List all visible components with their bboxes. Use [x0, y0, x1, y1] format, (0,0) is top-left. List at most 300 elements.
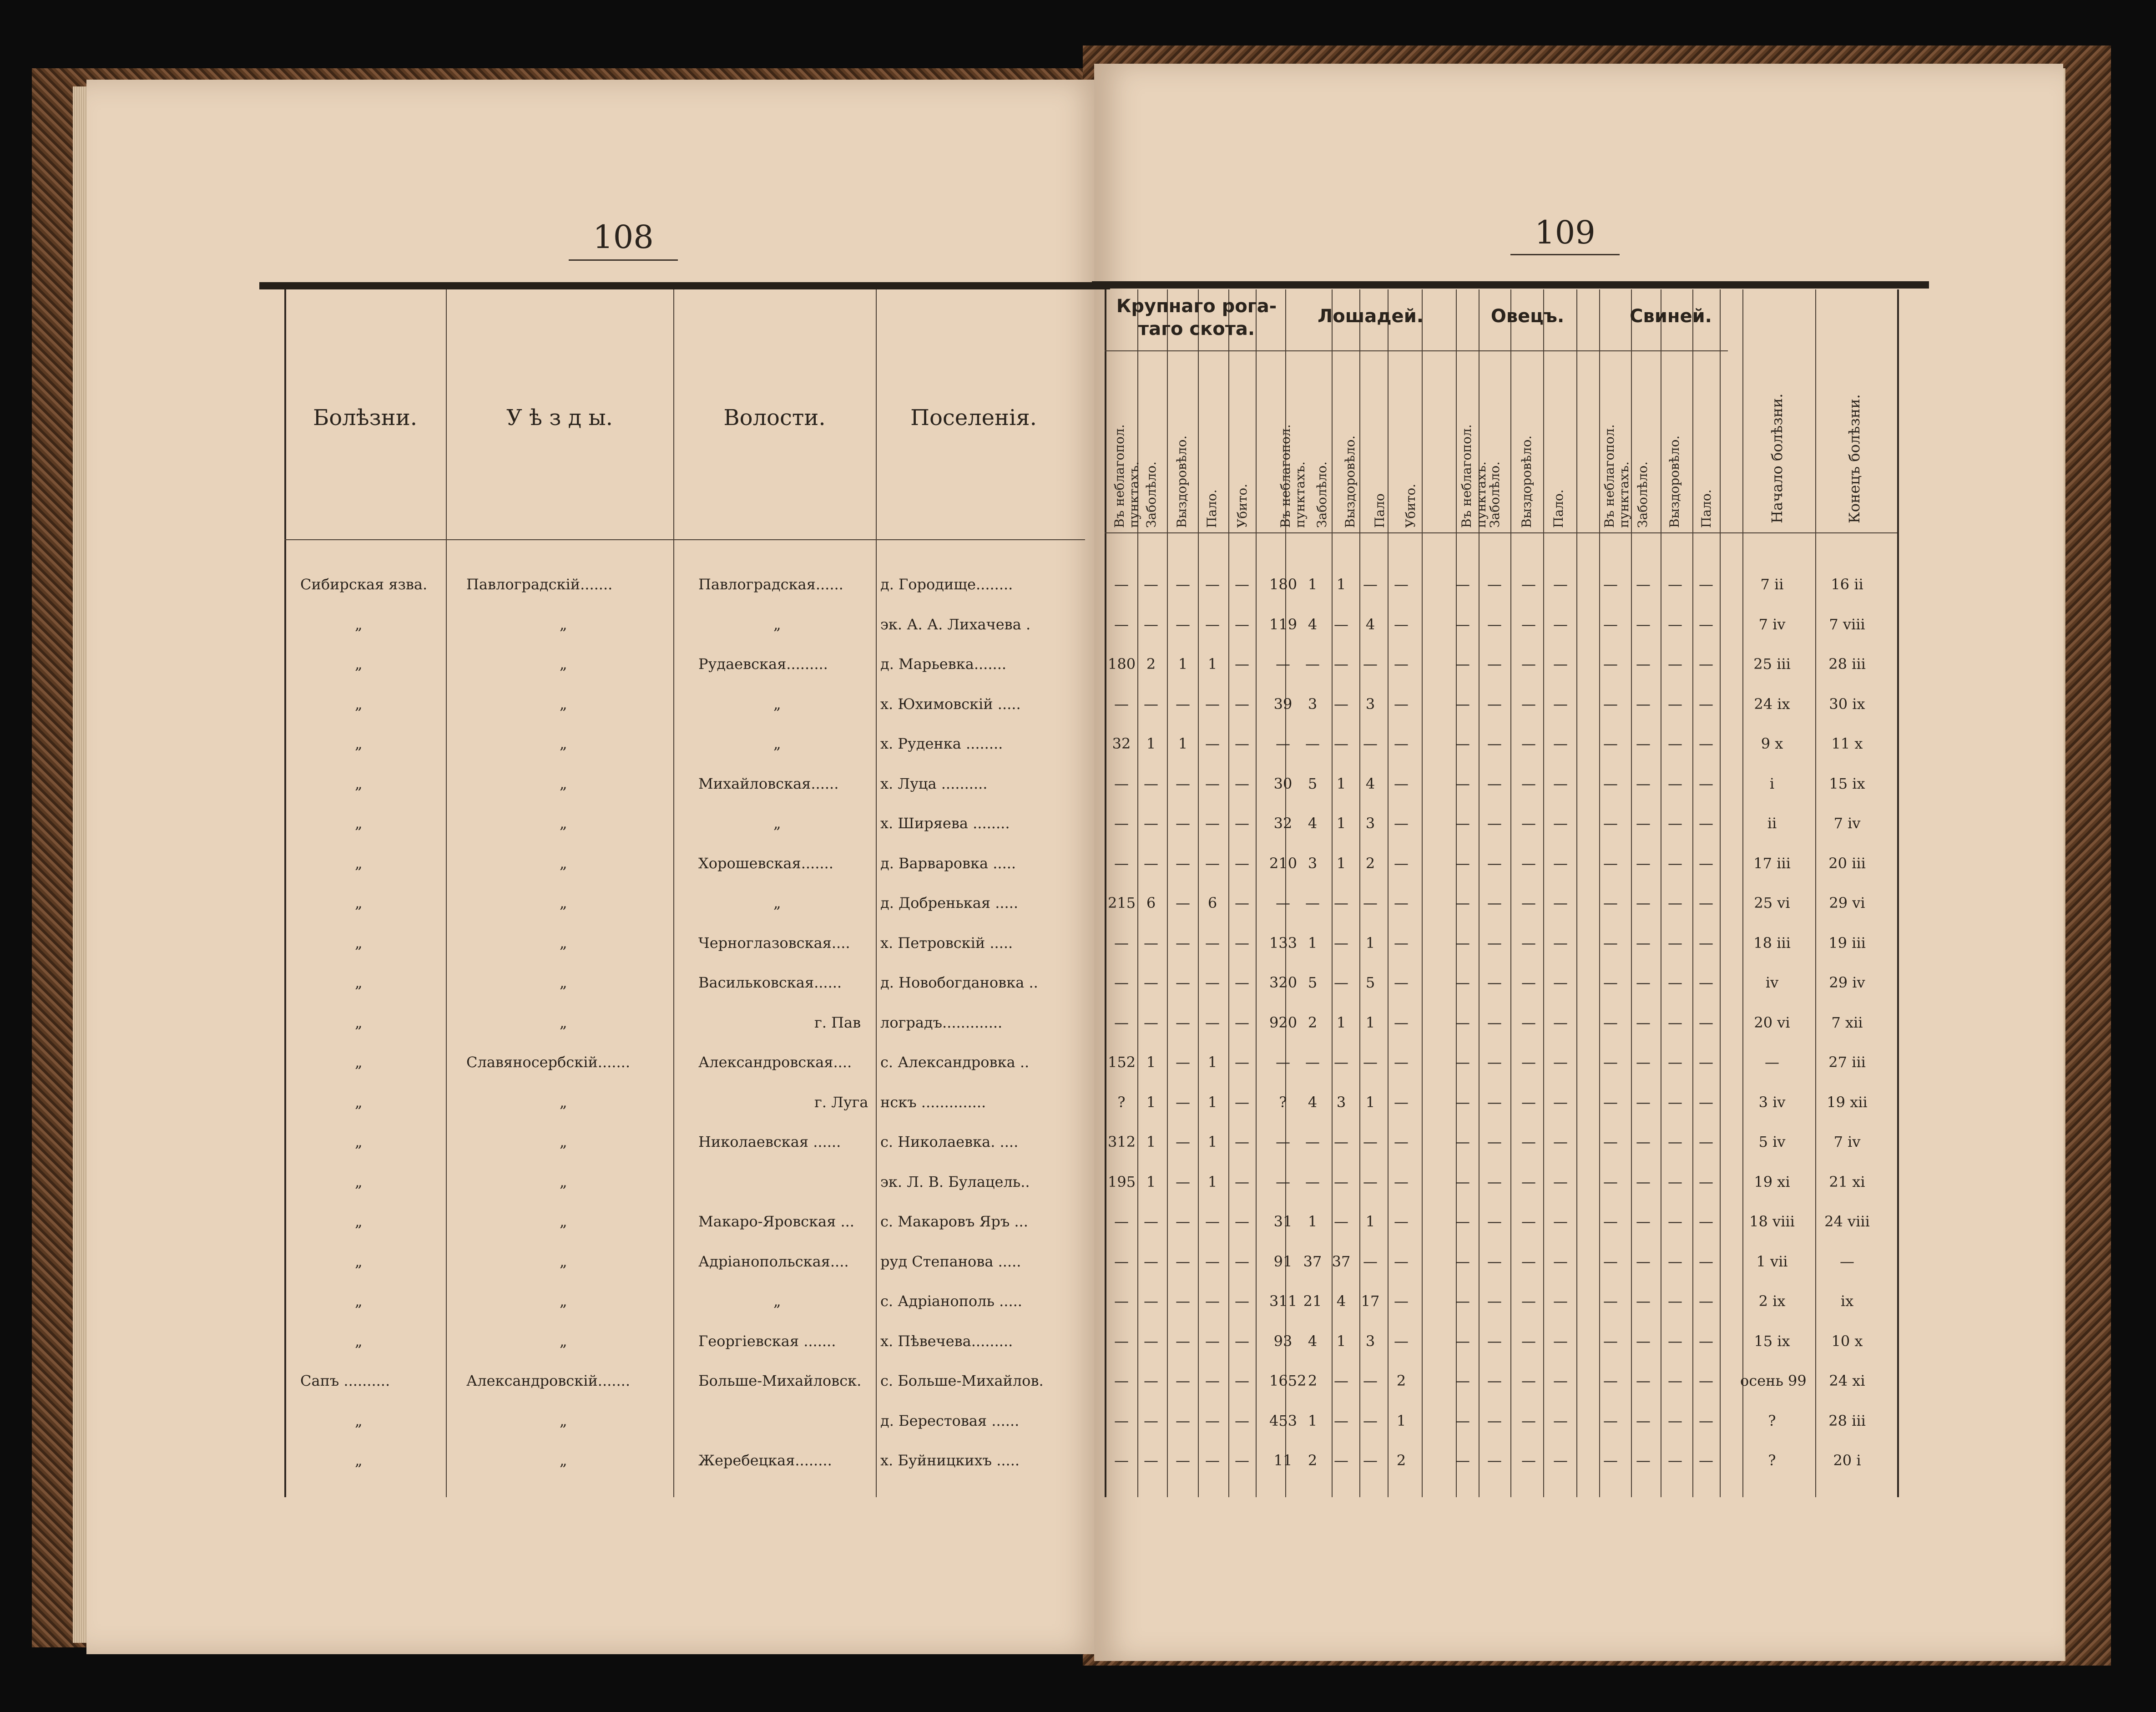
row-value-p: — — [1668, 1054, 1682, 1071]
row-value-p: — — [1699, 1213, 1713, 1230]
row-value-s: — — [1455, 775, 1470, 792]
row-value-h: 3 — [1336, 1093, 1346, 1111]
row-value-p: — — [1603, 1013, 1618, 1031]
row-value-p: — — [1668, 775, 1682, 792]
header-sub-horses: Въ неблагопол. пунктахъ. — [1278, 424, 1308, 528]
row-value-h: 3 — [1365, 815, 1375, 832]
row-value-p: — — [1699, 1292, 1713, 1310]
row-disease: „ — [355, 1292, 363, 1310]
row-value-h: 453 — [1269, 1412, 1298, 1429]
row-value-p: — — [1603, 1292, 1618, 1310]
row-value-c: — — [1144, 1332, 1158, 1350]
row-uezd: „ — [560, 1213, 567, 1230]
row-value-c: — — [1176, 775, 1190, 792]
row-value-c: 1 — [1146, 1054, 1156, 1071]
column-rule — [1897, 289, 1899, 1497]
header-start: Начало болѣзни. — [1768, 393, 1786, 523]
row-value-p: — — [1603, 655, 1618, 673]
row-value-p: — — [1668, 695, 1682, 713]
row-value-p: — — [1668, 1213, 1682, 1230]
row-value-c: — — [1235, 1173, 1249, 1190]
row-start: 3 iv — [1758, 1093, 1786, 1111]
row-value-p: — — [1603, 1332, 1618, 1350]
row-value-s: — — [1455, 815, 1470, 832]
row-settlement: х. Ширяева ........ — [880, 815, 1010, 832]
row-value-s: — — [1553, 934, 1568, 952]
row-value-c: — — [1235, 894, 1249, 912]
row-value-h: — — [1334, 1213, 1348, 1230]
row-end: — — [1840, 1252, 1854, 1270]
table-top-rule-right — [1092, 281, 1929, 289]
row-value-p: — — [1668, 974, 1682, 991]
row-value-h: 1 — [1336, 775, 1346, 792]
column-rule — [1167, 289, 1168, 1497]
row-value-h: — — [1334, 695, 1348, 713]
row-value-c: — — [1144, 576, 1158, 593]
row-value-p: — — [1636, 775, 1651, 792]
row-value-p: — — [1636, 934, 1651, 952]
row-value-c: — — [1176, 974, 1190, 991]
header-sub-horses: Заболѣло. — [1314, 461, 1329, 528]
row-settlement: с. Больше-Михайлов. — [880, 1372, 1044, 1389]
header-sub-cattle: Пало. — [1204, 489, 1219, 528]
row-end: 7 viii — [1829, 615, 1865, 633]
row-start: iv — [1765, 974, 1779, 991]
row-value-h: ? — [1279, 1093, 1287, 1111]
row-value-h: 1 — [1336, 815, 1346, 832]
row-value-c: — — [1235, 735, 1249, 752]
row-value-s: — — [1455, 1332, 1470, 1350]
row-value-c: — — [1235, 1252, 1249, 1270]
row-value-h: 1 — [1365, 934, 1375, 952]
header-group-horses: Лошадей. — [1318, 306, 1424, 327]
row-end: 28 iii — [1828, 655, 1866, 673]
row-value-c: 215 — [1108, 894, 1136, 912]
row-value-c: — — [1176, 1452, 1190, 1469]
row-start: 17 iii — [1753, 854, 1791, 872]
row-value-c: — — [1235, 1054, 1249, 1071]
row-value-p: — — [1603, 576, 1618, 593]
row-value-h: 4 — [1308, 1332, 1318, 1350]
row-settlement: эк. Л. В. Булацель.. — [880, 1173, 1030, 1190]
row-value-s: — — [1553, 854, 1568, 872]
row-value-h: — — [1276, 1133, 1290, 1150]
row-volost: г. Пав — [814, 1013, 861, 1031]
row-value-p: — — [1668, 1292, 1682, 1310]
row-value-s: — — [1487, 854, 1502, 872]
row-start: 9 x — [1761, 735, 1783, 752]
row-end: 24 xi — [1829, 1372, 1865, 1389]
column-rule — [1198, 289, 1199, 1497]
row-disease: „ — [355, 775, 363, 792]
header-sub-sheep: Пало. — [1551, 489, 1566, 528]
column-rule — [284, 289, 286, 1497]
row-value-c: — — [1205, 815, 1220, 832]
row-value-c: 32 — [1112, 735, 1131, 752]
row-value-h: 5 — [1365, 974, 1375, 991]
row-value-c: — — [1114, 615, 1129, 633]
row-value-c: — — [1235, 1452, 1249, 1469]
header-sub-cattle: Убито. — [1235, 483, 1250, 528]
row-settlement: лоградъ............. — [880, 1013, 1003, 1031]
row-value-h: 3 — [1308, 695, 1318, 713]
page-number-right: 109 — [1535, 214, 1596, 251]
row-value-c: — — [1176, 695, 1190, 713]
column-rule — [1422, 289, 1423, 1497]
column-rule — [1388, 289, 1389, 1497]
row-value-p: — — [1636, 1173, 1651, 1190]
row-disease: „ — [355, 1054, 363, 1071]
row-settlement: х. Буйницкихъ ..... — [880, 1452, 1020, 1469]
row-value-p: — — [1636, 894, 1651, 912]
row-value-c: — — [1176, 1093, 1190, 1111]
row-value-s: — — [1521, 615, 1536, 633]
header-sub-pigs: Заболѣло. — [1635, 461, 1650, 528]
column-rule — [1456, 289, 1457, 1497]
row-value-p: — — [1668, 1412, 1682, 1429]
row-value-s: — — [1521, 655, 1536, 673]
row-end: 7 iv — [1833, 1133, 1861, 1150]
row-value-h: — — [1363, 576, 1378, 593]
row-disease: „ — [355, 1013, 363, 1031]
row-value-h: — — [1334, 934, 1348, 952]
row-volost: Макаро-Яровская ... — [698, 1213, 854, 1230]
row-value-p: — — [1636, 615, 1651, 633]
column-rule — [1359, 289, 1360, 1497]
row-value-c: — — [1144, 1213, 1158, 1230]
row-value-h: — — [1394, 1252, 1409, 1270]
row-value-p: — — [1603, 1412, 1618, 1429]
row-value-h: — — [1276, 894, 1290, 912]
row-start: 20 vi — [1754, 1013, 1790, 1031]
row-value-p: — — [1603, 854, 1618, 872]
row-end: 11 x — [1831, 735, 1863, 752]
row-value-c: — — [1176, 1372, 1190, 1389]
row-settlement: эк. А. А. Лихачева . — [880, 615, 1031, 633]
row-value-h: 1 — [1308, 1412, 1318, 1429]
row-value-h: 4 — [1365, 775, 1375, 792]
row-settlement: х. Пѣвечева......... — [880, 1332, 1013, 1350]
row-value-s: — — [1521, 735, 1536, 752]
row-value-c: 6 — [1146, 894, 1156, 912]
row-uezd: „ — [560, 735, 567, 752]
row-value-h: — — [1394, 1173, 1409, 1190]
row-value-h: 2 — [1396, 1372, 1406, 1389]
row-value-p: — — [1699, 1013, 1713, 1031]
row-volost: Черноглазовская.... — [698, 934, 850, 952]
row-value-s: — — [1521, 1292, 1536, 1310]
row-value-h: — — [1363, 1054, 1378, 1071]
row-value-h: — — [1334, 1173, 1348, 1190]
row-volost: „ — [773, 695, 781, 713]
row-value-h: — — [1363, 1412, 1378, 1429]
row-value-c: — — [1114, 974, 1129, 991]
row-value-h: 119 — [1269, 615, 1298, 633]
row-uezd: „ — [560, 1173, 567, 1190]
row-value-s: — — [1455, 655, 1470, 673]
row-value-h: 4 — [1308, 615, 1318, 633]
row-value-p: — — [1603, 775, 1618, 792]
row-end: 30 ix — [1829, 695, 1865, 713]
column-rule — [1599, 289, 1600, 1497]
row-value-h: 1 — [1336, 576, 1346, 593]
row-value-h: — — [1363, 1133, 1378, 1150]
row-value-s: — — [1553, 735, 1568, 752]
row-settlement: с. Николаевка. .... — [880, 1133, 1019, 1150]
row-start: 7 ii — [1760, 576, 1784, 593]
row-value-s: — — [1521, 1173, 1536, 1190]
column-rule — [1228, 289, 1229, 1497]
column-rule — [1720, 289, 1721, 1497]
row-value-h: — — [1305, 655, 1320, 673]
row-value-p: — — [1603, 1173, 1618, 1190]
row-value-s: — — [1553, 815, 1568, 832]
row-value-c: — — [1176, 894, 1190, 912]
row-value-p: — — [1668, 1133, 1682, 1150]
header-sub-sheep: Заболѣло. — [1487, 461, 1502, 528]
row-value-s: — — [1521, 894, 1536, 912]
column-rule — [1510, 289, 1511, 1497]
row-value-s: — — [1487, 815, 1502, 832]
row-value-c: — — [1144, 1412, 1158, 1429]
row-value-s: — — [1521, 1093, 1536, 1111]
row-value-h: — — [1305, 735, 1320, 752]
row-value-c: — — [1114, 1332, 1129, 1350]
row-settlement: с. Макаровъ Яръ ... — [880, 1213, 1028, 1230]
row-value-s: — — [1521, 1372, 1536, 1389]
row-value-c: — — [1235, 1133, 1249, 1150]
row-value-c: — — [1176, 1054, 1190, 1071]
row-start: 18 viii — [1749, 1213, 1795, 1230]
row-volost: „ — [773, 735, 781, 752]
row-value-c: — — [1114, 1213, 1129, 1230]
row-start: ? — [1768, 1412, 1776, 1429]
row-disease: „ — [355, 1173, 363, 1190]
row-start: 2 ix — [1758, 1292, 1786, 1310]
row-value-c: 1 — [1146, 1093, 1156, 1111]
row-end: 29 iv — [1829, 974, 1865, 991]
row-settlement: руд Степанова ..... — [880, 1252, 1021, 1270]
row-value-h: — — [1305, 1054, 1320, 1071]
row-value-c: — — [1144, 775, 1158, 792]
page-number-rule — [1510, 254, 1620, 255]
row-value-s: — — [1487, 1133, 1502, 1150]
row-start: осень 99 — [1740, 1372, 1807, 1389]
row-uezd: „ — [560, 934, 567, 952]
row-value-s: — — [1553, 1054, 1568, 1071]
row-value-c: — — [1235, 1213, 1249, 1230]
row-value-h: 3 — [1308, 854, 1318, 872]
row-value-s: — — [1487, 934, 1502, 952]
row-value-p: — — [1699, 655, 1713, 673]
row-value-c: — — [1235, 815, 1249, 832]
row-value-p: — — [1636, 1372, 1651, 1389]
row-disease: „ — [355, 1412, 363, 1429]
row-uezd: „ — [560, 1133, 567, 1150]
header-sub-pigs: Пало. — [1699, 489, 1714, 528]
column-rule — [1692, 289, 1693, 1497]
row-value-h: — — [1394, 576, 1409, 593]
row-disease: „ — [355, 1213, 363, 1230]
row-value-p: — — [1668, 735, 1682, 752]
row-start: 5 iv — [1758, 1133, 1786, 1150]
row-value-c: — — [1235, 854, 1249, 872]
row-end: 28 iii — [1828, 1412, 1866, 1429]
row-value-s: — — [1455, 1133, 1470, 1150]
row-value-c: — — [1235, 1013, 1249, 1031]
row-value-h: — — [1305, 894, 1320, 912]
row-disease: „ — [355, 974, 363, 991]
row-value-c: — — [1205, 1372, 1220, 1389]
row-value-p: — — [1699, 576, 1713, 593]
row-disease: „ — [355, 1332, 363, 1350]
header-sub-horses: Пало — [1372, 493, 1387, 528]
row-value-s: — — [1521, 1054, 1536, 1071]
column-rule — [1742, 289, 1743, 1497]
row-value-p: — — [1668, 1252, 1682, 1270]
row-value-h: 920 — [1269, 1013, 1298, 1031]
row-value-p: — — [1668, 1372, 1682, 1389]
column-rule — [1543, 289, 1544, 1497]
row-settlement: д. Марьевка....... — [880, 655, 1007, 673]
row-value-h: — — [1394, 695, 1409, 713]
row-value-c: — — [1114, 695, 1129, 713]
header-sub-cattle: Выздоровѣло. — [1174, 435, 1189, 528]
row-value-s: — — [1553, 894, 1568, 912]
row-value-c: — — [1235, 1372, 1249, 1389]
row-value-h: — — [1363, 894, 1378, 912]
header-sub-horses: Убито. — [1403, 483, 1418, 528]
row-disease: „ — [355, 894, 363, 912]
row-value-c: — — [1114, 815, 1129, 832]
row-value-h: — — [1276, 735, 1290, 752]
row-settlement: х. Руденка ........ — [880, 735, 1003, 752]
row-value-h: 1 — [1365, 1013, 1375, 1031]
row-value-s: — — [1455, 854, 1470, 872]
row-value-p: — — [1668, 1093, 1682, 1111]
table-top-rule-left — [259, 282, 1110, 289]
row-value-c: — — [1176, 815, 1190, 832]
row-value-h: — — [1305, 1173, 1320, 1190]
row-settlement: д. Городище........ — [880, 576, 1013, 593]
row-value-p: — — [1603, 1372, 1618, 1389]
row-uezd: Александровскій....... — [466, 1372, 630, 1389]
row-end: 24 viii — [1824, 1213, 1870, 1230]
row-value-h: 11 — [1273, 1452, 1293, 1469]
page-number-rule — [569, 259, 678, 261]
row-value-c: — — [1144, 934, 1158, 952]
row-value-h: — — [1394, 1093, 1409, 1111]
row-value-s: — — [1455, 1372, 1470, 1389]
row-value-p: — — [1699, 1332, 1713, 1350]
row-volost: Рудаевская......... — [698, 655, 828, 673]
row-value-s: — — [1455, 615, 1470, 633]
column-rule — [1332, 289, 1333, 1497]
row-value-s: — — [1455, 974, 1470, 991]
row-disease: Сибирская язва. — [300, 576, 428, 593]
row-value-h: — — [1394, 815, 1409, 832]
row-value-c: — — [1235, 1292, 1249, 1310]
column-rule — [876, 289, 877, 1497]
row-volost: Васильковская...... — [698, 974, 842, 991]
row-value-p: — — [1636, 695, 1651, 713]
row-value-p: — — [1699, 735, 1713, 752]
row-value-h: — — [1394, 1213, 1409, 1230]
row-value-c: — — [1176, 1013, 1190, 1031]
row-value-p: — — [1699, 1252, 1713, 1270]
row-value-p: — — [1668, 1332, 1682, 1350]
row-uezd: „ — [560, 1252, 567, 1270]
header-end: Конецъ болѣзни. — [1846, 394, 1863, 523]
row-disease: „ — [355, 854, 363, 872]
row-value-s: — — [1455, 1054, 1470, 1071]
row-value-c: — — [1176, 576, 1190, 593]
row-disease: „ — [355, 1133, 363, 1150]
row-start: 25 vi — [1754, 894, 1790, 912]
column-rule — [1256, 289, 1257, 1497]
row-value-p: — — [1636, 854, 1651, 872]
row-volost: Хорошевская....... — [698, 854, 833, 872]
row-value-p: — — [1699, 615, 1713, 633]
row-end: 15 ix — [1829, 775, 1865, 792]
row-value-h: — — [1394, 655, 1409, 673]
row-value-h: — — [1394, 1054, 1409, 1071]
row-value-h: 1652 — [1269, 1372, 1307, 1389]
row-value-c: — — [1114, 1292, 1129, 1310]
row-value-c: — — [1144, 1292, 1158, 1310]
row-value-s: — — [1553, 1252, 1568, 1270]
row-value-c: — — [1114, 1252, 1129, 1270]
row-value-c: — — [1114, 1452, 1129, 1469]
row-disease: „ — [355, 1452, 363, 1469]
row-value-s: — — [1455, 1173, 1470, 1190]
row-value-p: — — [1603, 1452, 1618, 1469]
row-value-p: — — [1699, 775, 1713, 792]
row-uezd: „ — [560, 775, 567, 792]
row-value-p: — — [1603, 735, 1618, 752]
row-value-c: — — [1144, 854, 1158, 872]
row-value-c: — — [1176, 1173, 1190, 1190]
row-start: 1 vii — [1756, 1252, 1788, 1270]
row-value-s: — — [1455, 1093, 1470, 1111]
row-value-s: — — [1487, 576, 1502, 593]
row-value-h: 1 — [1365, 1093, 1375, 1111]
row-value-s: — — [1553, 695, 1568, 713]
column-rule — [446, 289, 447, 1497]
row-disease: Сапъ .......... — [300, 1372, 390, 1389]
row-value-c: 312 — [1108, 1133, 1136, 1150]
row-value-h: 4 — [1336, 1292, 1346, 1310]
row-value-h: — — [1334, 1372, 1348, 1389]
row-value-s: — — [1521, 576, 1536, 593]
row-value-c: — — [1176, 1213, 1190, 1230]
row-value-h: — — [1394, 1292, 1409, 1310]
row-uezd: „ — [560, 1412, 567, 1429]
row-value-p: — — [1668, 615, 1682, 633]
row-value-s: — — [1521, 934, 1536, 952]
row-value-c: — — [1205, 775, 1220, 792]
row-volost: „ — [773, 615, 781, 633]
row-uezd: „ — [560, 615, 567, 633]
row-settlement: д. Новобогдановка .. — [880, 974, 1038, 991]
row-value-c: — — [1114, 1372, 1129, 1389]
row-value-c: — — [1205, 695, 1220, 713]
row-value-c: — — [1114, 1013, 1129, 1031]
row-value-h: — — [1334, 1054, 1348, 1071]
row-volost: Александровская.... — [698, 1054, 852, 1071]
row-value-s: — — [1553, 1412, 1568, 1429]
row-value-h: 37 — [1303, 1252, 1322, 1270]
